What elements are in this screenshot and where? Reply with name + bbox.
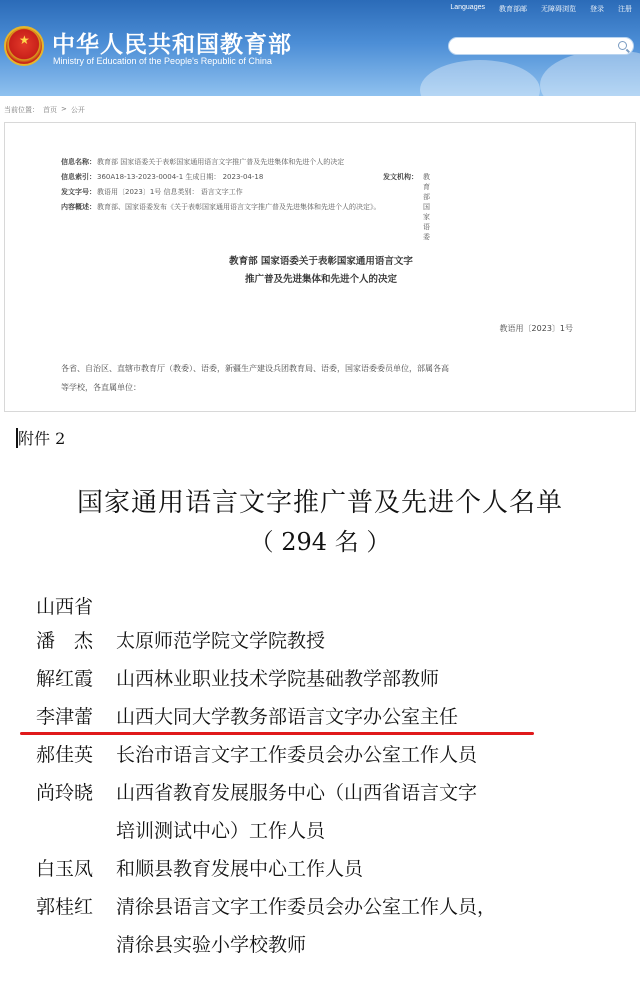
accessibility-link[interactable]: 无障碍浏览 xyxy=(541,6,576,13)
province-heading: 山西省 xyxy=(36,596,94,618)
honoree-title-continued: 培训测试中心）工作人员 xyxy=(116,820,326,842)
metadata-value: 教育部 国家语委关于表彰国家通用语言文字推广普及先进集体和先进个人的决定 xyxy=(97,158,345,166)
metadata-row xyxy=(61,202,381,217)
top-links xyxy=(450,4,632,14)
breadcrumb-public[interactable]: 公开 xyxy=(70,106,85,114)
site-title[interactable]: 中华人民共和国教育部 xyxy=(52,32,292,58)
metadata-label: 信息索引： xyxy=(61,173,96,181)
honoree-title: 太原师范学院文学院教授 xyxy=(116,630,326,652)
metadata-label: 发文机构： xyxy=(383,173,418,181)
honoree-title: 山西省教育发展服务中心（山西省语言文字 xyxy=(116,782,478,804)
site-header xyxy=(0,0,640,96)
metadata-label: 内容概述： xyxy=(61,203,96,211)
metadata-row xyxy=(61,187,381,202)
honoree-title: 清徐县语言文字工作委员会办公室工作人员， xyxy=(116,896,497,918)
metadata-value: 教语用〔2023〕1号 信息类别： 语言文字工作 xyxy=(97,188,243,196)
honoree-name: 李津蕾 xyxy=(36,706,94,728)
list-count: （ 294 名 ） xyxy=(249,528,391,556)
addressee-line: 等学校，各直属单位： xyxy=(61,383,141,392)
metadata-label: 信息名称： xyxy=(61,158,96,166)
honoree-name: 郭桂红 xyxy=(36,896,94,918)
honoree-name: 解红霞 xyxy=(36,668,94,690)
honoree-name: 尚玲晓 xyxy=(36,782,94,804)
document-title-line-1: 教育部 国家语委关于表彰国家通用语言文字 xyxy=(229,256,413,267)
honoree-name: 白玉凤 xyxy=(36,858,94,880)
metadata-row xyxy=(61,157,381,172)
metadata-value: 教育部 国家语委 xyxy=(423,173,430,241)
honoree-name: 郝佳英 xyxy=(36,744,94,766)
document-number: 教语用〔2023〕1号 xyxy=(499,324,573,333)
document-metadata xyxy=(61,157,430,241)
breadcrumb xyxy=(4,105,85,115)
metadata-label: 发文字号： xyxy=(61,188,96,196)
mail-link[interactable]: 教育部邮 xyxy=(499,6,527,13)
header-cloud-decoration xyxy=(420,60,540,96)
metadata-value: 教育部、国家语委发布《关于表彰国家通用语言文字推广普及先进集体和先进个人的决定》。 xyxy=(97,203,381,211)
languages-link[interactable]: Languages xyxy=(450,4,485,11)
site-subtitle: Ministry of Education of the People's Republic of China xyxy=(53,56,272,66)
document-info-panel xyxy=(4,122,636,412)
document-addressee xyxy=(61,359,581,397)
honoree-title: 和顺县教育发展中心工作人员 xyxy=(116,858,364,880)
breadcrumb-separator: > xyxy=(61,105,67,113)
header-cloud-decoration xyxy=(540,50,640,96)
search-input[interactable] xyxy=(448,37,634,55)
list-title: 国家通用语言文字推广普及先进个人名单 xyxy=(76,488,563,518)
honoree-title-continued: 清徐县实验小学校教师 xyxy=(116,934,307,956)
honoree-name: 潘 杰 xyxy=(36,630,94,652)
honoree-title: 山西大同大学教务部语言文字办公室主任 xyxy=(116,706,459,728)
search-icon[interactable] xyxy=(618,41,627,50)
attachment-label: 附件 2 xyxy=(18,429,66,448)
breadcrumb-prefix: 当前位置： xyxy=(4,106,39,114)
login-link[interactable]: 登录 xyxy=(590,6,604,13)
honoree-title: 长治市语言文字工作委员会办公室工作人员 xyxy=(116,744,478,766)
addressee-line: 各省、自治区、直辖市教育厅（教委）、语委，新疆生产建设兵团教育局、语委，国家语委委员单位，部属各高 xyxy=(61,364,449,373)
national-emblem-icon[interactable]: ★ xyxy=(4,26,44,66)
metadata-value: 360A18-13-2023-0004-1 生成日期： 2023-04-18 xyxy=(97,173,264,181)
honoree-title: 山西林业职业技术学院基础教学部教师 xyxy=(116,668,440,690)
highlight-underline xyxy=(20,732,534,735)
register-link[interactable]: 注册 xyxy=(618,6,632,13)
document-title-line-2: 推广普及先进集体和先进个人的决定 xyxy=(244,274,397,285)
breadcrumb-home[interactable]: 首页 xyxy=(43,106,57,114)
